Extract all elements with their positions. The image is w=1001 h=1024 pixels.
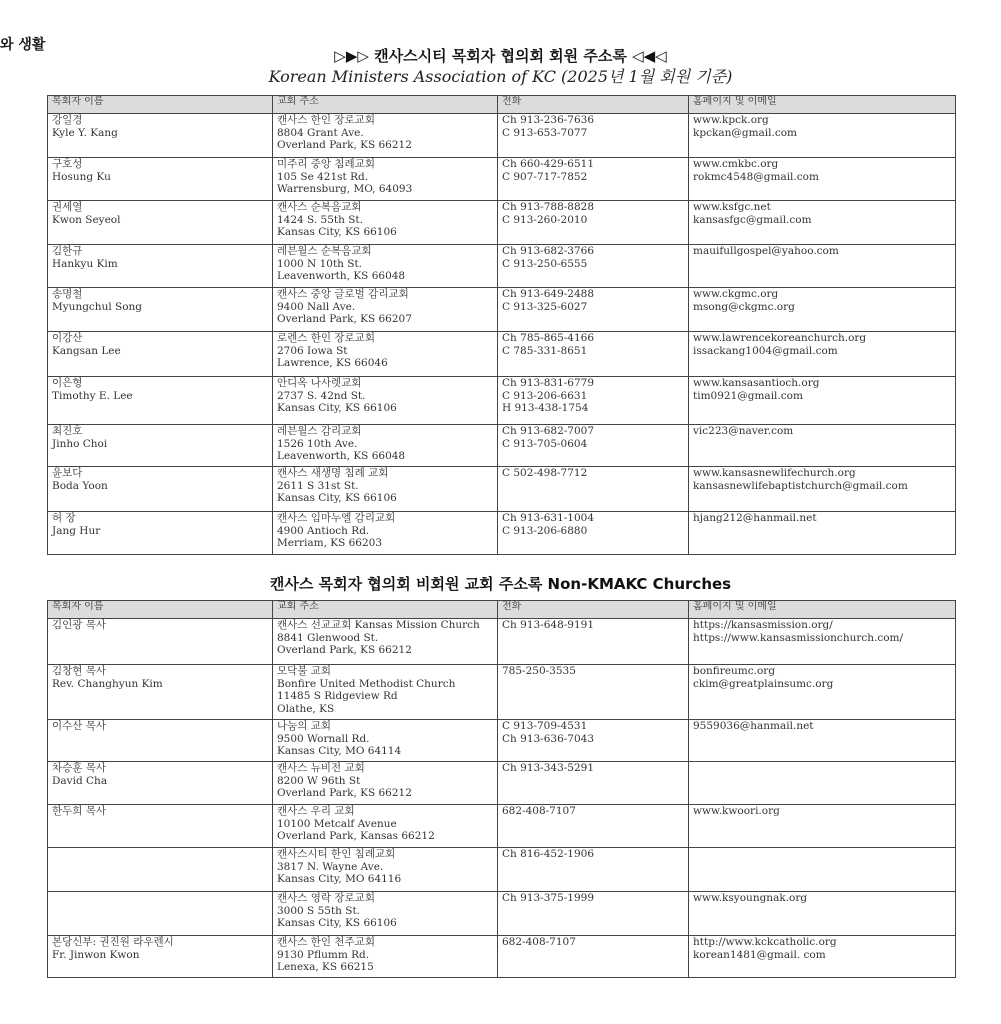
- phone-line: C 785-331-8651: [502, 344, 588, 357]
- pastor-name-line: Timothy E. Lee: [52, 389, 133, 402]
- web-email-cell: [689, 936, 956, 978]
- pastor-name-line: Hankyu Kim: [52, 257, 118, 270]
- table-row: [48, 720, 956, 762]
- church-address-line: Overland Park, KS 66207: [277, 313, 412, 326]
- church-address-cell: [273, 114, 498, 158]
- header-church-address: 교회 주소: [273, 96, 498, 114]
- church-address-line: 캔사스 한인 장로교회: [277, 114, 375, 126]
- phone-line: Ch 913-631-1004: [502, 512, 595, 524]
- church-address-line: 1526 10th Ave.: [277, 437, 358, 450]
- phone-line: C 913-206-6880: [502, 524, 588, 537]
- pastor-name-cell: [48, 114, 273, 158]
- church-address-line: 캔사스 한인 천주교회: [277, 936, 375, 948]
- phone-line: 682-408-7107: [502, 936, 576, 948]
- table-row: [48, 892, 956, 936]
- phone-line: Ch 913-682-7007: [502, 425, 595, 437]
- phone-cell: [498, 619, 689, 665]
- web-email-line: www.lawrencekoreanchurch.org: [693, 332, 867, 344]
- pastor-name-cell: [48, 158, 273, 201]
- church-address-line: 캔사스시티 한인 침례교회: [277, 848, 396, 860]
- church-address-line: Kansas City, KS 66106: [277, 917, 397, 930]
- church-address-line: 9130 Pflumm Rd.: [277, 948, 370, 961]
- pastor-name-cell: [48, 425, 273, 467]
- phone-cell: [498, 377, 689, 425]
- phone-cell: [498, 245, 689, 288]
- pastor-name-line: 구호성: [52, 158, 83, 170]
- web-email-line: bonfireumc.org: [693, 665, 776, 677]
- phone-line: C 913-206-6631: [502, 389, 588, 402]
- church-address-line: Overland Park, KS 66212: [277, 787, 412, 800]
- member-directory-subtitle: Korean Ministers Association of KC (2025년 1월 회원 기준): [268, 67, 733, 86]
- church-address-line: 2737 S. 42nd St.: [277, 389, 366, 402]
- pastor-name-line: Kyle Y. Kang: [52, 126, 118, 139]
- pastor-name-line: Kangsan Lee: [52, 344, 121, 357]
- pastor-name-cell: [48, 201, 273, 245]
- web-email-line: msong@ckgmc.org: [693, 300, 795, 313]
- phone-cell: [498, 467, 689, 512]
- church-address-cell: [273, 805, 498, 848]
- web-email-cell: [689, 114, 956, 158]
- web-email-cell: [689, 245, 956, 288]
- church-address-line: 캔사스 임마누엘 감리교회: [277, 512, 396, 524]
- phone-cell: [498, 720, 689, 762]
- phone-cell: [498, 158, 689, 201]
- pastor-name-cell: [48, 762, 273, 805]
- pastor-name-line: 김한규: [52, 245, 83, 257]
- church-address-line: Leavenworth, KS 66048: [277, 270, 406, 283]
- phone-line: Ch 913-831-6779: [502, 377, 595, 389]
- web-email-line: www.kansasnewlifechurch.org: [693, 467, 856, 479]
- table-row: [48, 762, 956, 805]
- web-email-line: www.cmkbc.org: [693, 158, 779, 170]
- web-email-cell: [689, 805, 956, 848]
- header-phone: 전화: [498, 601, 689, 619]
- church-address-line: Kansas City, MO 64114: [277, 745, 402, 758]
- phone-cell: [498, 848, 689, 892]
- web-email-line: vic223@naver.com: [693, 425, 794, 437]
- church-address-cell: [273, 245, 498, 288]
- church-address-line: 캔사스 뉴비전 교회: [277, 762, 365, 774]
- church-address-cell: [273, 158, 498, 201]
- table-row: [48, 512, 956, 555]
- table-row: [48, 201, 956, 245]
- web-email-line: rokmc4548@gmail.com: [693, 170, 819, 183]
- pastor-name-line: 최진호: [52, 425, 83, 437]
- web-email-cell: [689, 720, 956, 762]
- table-row: [48, 245, 956, 288]
- church-address-cell: [273, 619, 498, 665]
- header-church-address: 교회 주소: [273, 601, 498, 619]
- web-email-line: issackang1004@gmail.com: [693, 344, 838, 357]
- phone-line: Ch 913-788-8828: [502, 201, 595, 213]
- table-header-row: [48, 601, 956, 619]
- pastor-name-line: Jinho Choi: [52, 437, 108, 450]
- table-row: [48, 467, 956, 512]
- church-address-line: Kansas City, KS 66106: [277, 492, 397, 505]
- church-address-line: 8200 W 96th St: [277, 774, 361, 787]
- phone-line: Ch 913-648-9191: [502, 619, 595, 631]
- phone-line: C 913-653-7077: [502, 126, 588, 139]
- phone-cell: [498, 288, 689, 332]
- church-address-line: 9400 Nall Ave.: [277, 300, 356, 313]
- pastor-name-line: 권세열: [52, 201, 83, 213]
- pastor-name-line: 송명철: [52, 288, 83, 300]
- phone-line: C 913-260-2010: [502, 213, 588, 226]
- pastor-name-cell: [48, 619, 273, 665]
- table-row: [48, 332, 956, 377]
- table-row: [48, 288, 956, 332]
- phone-cell: [498, 512, 689, 555]
- web-email-cell: [689, 892, 956, 936]
- phone-cell: [498, 936, 689, 978]
- phone-line: Ch 913-682-3766: [502, 245, 595, 257]
- non-member-directory-table: [47, 600, 956, 978]
- phone-cell: [498, 201, 689, 245]
- church-address-cell: [273, 201, 498, 245]
- phone-line: C 913-709-4531: [502, 720, 588, 732]
- web-email-line: www.kwoori.org: [693, 805, 780, 817]
- pastor-name-cell: [48, 467, 273, 512]
- web-email-cell: [689, 332, 956, 377]
- web-email-cell: [689, 288, 956, 332]
- web-email-cell: [689, 512, 956, 555]
- church-address-cell: [273, 288, 498, 332]
- church-address-line: 2706 Iowa St: [277, 344, 348, 357]
- pastor-name-line: 차승훈 목사: [52, 762, 107, 774]
- pastor-name-cell: [48, 288, 273, 332]
- phone-line: C 907-717-7852: [502, 170, 588, 183]
- church-address-cell: [273, 332, 498, 377]
- web-email-line: http://www.kckcatholic.org: [693, 936, 837, 948]
- church-address-line: 캔사스 순복음교회: [277, 201, 362, 213]
- web-email-cell: [689, 619, 956, 665]
- church-address-line: Bonfire United Methodist Church: [277, 677, 456, 690]
- church-address-line: Kansas City, KS 66106: [277, 226, 397, 239]
- church-address-cell: [273, 762, 498, 805]
- church-address-line: 캔사스 우리 교회: [277, 805, 355, 817]
- header-phone: 전화: [498, 96, 689, 114]
- pastor-name-cell: [48, 332, 273, 377]
- church-address-line: Overland Park, Kansas 66212: [277, 830, 435, 843]
- pastor-name-line: 이은형: [52, 377, 83, 389]
- pastor-name-line: 이강산: [52, 332, 83, 344]
- table-row: [48, 158, 956, 201]
- web-email-cell: [689, 467, 956, 512]
- phone-cell: [498, 805, 689, 848]
- church-address-line: 나눔의 교회: [277, 720, 332, 732]
- pastor-name-cell: [48, 936, 273, 978]
- church-address-line: 3000 S 55th St.: [277, 904, 361, 917]
- web-email-line: 9559036@hanmail.net: [693, 720, 814, 732]
- web-email-line: kansasnewlifebaptistchurch@gmail.com: [693, 479, 908, 492]
- phone-line: C 913-325-6027: [502, 300, 588, 313]
- web-email-cell: [689, 201, 956, 245]
- pastor-name-line: Kwon Seyeol: [52, 213, 121, 226]
- church-address-line: Overland Park, KS 66212: [277, 139, 412, 152]
- pastor-name-line: Myungchul Song: [52, 300, 143, 313]
- church-address-line: 캔사스 새생명 침례 교회: [277, 467, 389, 479]
- phone-cell: [498, 425, 689, 467]
- church-address-line: 3817 N. Wayne Ave.: [277, 860, 384, 873]
- church-address-line: 안디옥 나사렛교회: [277, 377, 362, 389]
- church-address-cell: [273, 720, 498, 762]
- church-address-line: 4900 Antioch Rd.: [277, 524, 370, 537]
- phone-line: Ch 816-452-1906: [502, 848, 595, 860]
- church-address-cell: [273, 467, 498, 512]
- phone-cell: [498, 332, 689, 377]
- phone-line: H 913-438-1754: [502, 402, 589, 415]
- pastor-name-line: 강일경: [52, 114, 83, 126]
- pastor-name-cell: [48, 512, 273, 555]
- web-email-cell: [689, 762, 956, 805]
- pastor-name-line: Hosung Ku: [52, 170, 111, 183]
- phone-line: Ch 913-343-5291: [502, 762, 595, 774]
- church-address-line: 로렌스 한인 장로교회: [277, 332, 375, 344]
- church-address-line: 모닥불 교회: [277, 665, 332, 677]
- pastor-name-line: 이수산 목사: [52, 720, 107, 732]
- web-email-cell: [689, 848, 956, 892]
- web-email-line: tim0921@gmail.com: [693, 389, 803, 402]
- pastor-name-line: 본당신부: 권진원 라우렌시: [52, 936, 174, 948]
- pastor-name-line: Rev. Changhyun Kim: [52, 677, 163, 690]
- church-address-cell: [273, 512, 498, 555]
- church-address-cell: [273, 892, 498, 936]
- church-address-line: 11485 S Ridgeview Rd: [277, 690, 398, 703]
- pastor-name-cell: [48, 720, 273, 762]
- pastor-name-cell: [48, 848, 273, 892]
- church-address-line: 8804 Grant Ave.: [277, 126, 364, 139]
- table-row: [48, 805, 956, 848]
- pastor-name-cell: [48, 892, 273, 936]
- web-email-cell: [689, 665, 956, 720]
- church-address-line: 105 Se 421st Rd.: [277, 170, 369, 183]
- web-email-line: https://www.kansasmissionchurch.com/: [693, 631, 904, 644]
- web-email-line: https://kansasmission.org/: [693, 619, 833, 631]
- web-email-line: ckim@greatplainsumc.org: [693, 677, 834, 690]
- table-header-row: [48, 96, 956, 114]
- pastor-name-line: David Cha: [52, 774, 108, 787]
- web-email-line: kpckan@gmail.com: [693, 126, 798, 139]
- phone-line: Ch 785-865-4166: [502, 332, 595, 344]
- web-email-line: korean1481@gmail. com: [693, 948, 826, 961]
- table-row: [48, 936, 956, 978]
- pastor-name-line: 윤보다: [52, 467, 83, 479]
- church-address-line: 10100 Metcalf Avenue: [277, 817, 397, 830]
- church-address-line: Olathe, KS: [277, 702, 335, 715]
- pastor-name-cell: [48, 245, 273, 288]
- church-address-cell: [273, 936, 498, 978]
- church-address-cell: [273, 665, 498, 720]
- pastor-name-line: 한두희 목사: [52, 805, 107, 817]
- table-row: [48, 848, 956, 892]
- church-address-line: Kansas City, MO 64116: [277, 873, 402, 886]
- church-address-line: Lawrence, KS 66046: [277, 357, 388, 370]
- church-address-line: 캔사스 중앙 글로벌 감리교회: [277, 288, 409, 300]
- church-address-line: 9500 Wornall Rd.: [277, 732, 370, 745]
- phone-line: C 502-498-7712: [502, 467, 588, 479]
- web-email-line: www.ckgmc.org: [693, 288, 779, 300]
- phone-line: Ch 913-636-7043: [502, 732, 595, 745]
- church-address-line: 미주리 중앙 침례교회: [277, 158, 375, 170]
- table-row: [48, 425, 956, 467]
- phone-cell: [498, 114, 689, 158]
- web-email-line: kansasfgc@gmail.com: [693, 213, 812, 226]
- phone-line: Ch 913-649-2488: [502, 288, 595, 300]
- pastor-name-cell: [48, 805, 273, 848]
- header-pastor-name: 목회자 이름: [48, 601, 273, 619]
- web-email-cell: [689, 158, 956, 201]
- member-directory-title: ▷▶▷ 캔사스시티 목회자 협의회 회원 주소록 ◁◀◁: [334, 47, 667, 65]
- phone-line: 785-250-3535: [502, 665, 576, 677]
- church-address-line: 1000 N 10th St.: [277, 257, 363, 270]
- header-web-email: 홈페이지 및 이메일: [689, 601, 956, 619]
- phone-line: C 913-705-0604: [502, 437, 588, 450]
- church-address-line: Leavenworth, KS 66048: [277, 450, 406, 463]
- phone-cell: [498, 665, 689, 720]
- church-address-cell: [273, 425, 498, 467]
- web-email-line: mauifullgospel@yahoo.com: [693, 245, 839, 257]
- pastor-name-line: 김창현 목사: [52, 665, 107, 677]
- church-address-line: 캔사스 영락 장로교회: [277, 892, 375, 904]
- church-address-line: Overland Park, KS 66212: [277, 644, 412, 657]
- member-directory-table: [47, 95, 956, 555]
- table-row: [48, 114, 956, 158]
- church-address-line: 레븐월스 감리교회: [277, 425, 362, 437]
- web-email-line: www.kansasantioch.org: [693, 377, 820, 389]
- church-address-line: Kansas City, KS 66106: [277, 402, 397, 415]
- pastor-name-line: 허 장: [52, 512, 76, 524]
- phone-line: Ch 913-375-1999: [502, 892, 595, 904]
- phone-cell: [498, 762, 689, 805]
- pastor-name-cell: [48, 377, 273, 425]
- church-address-line: 2611 S 31st St.: [277, 479, 359, 492]
- pastor-name-line: 김인광 목사: [52, 619, 107, 631]
- pastor-name-line: Boda Yoon: [52, 479, 108, 492]
- web-email-line: www.kpck.org: [693, 114, 769, 126]
- pastor-name-line: Fr. Jinwon Kwon: [52, 948, 140, 961]
- church-address-line: Warrensburg, MO, 64093: [277, 183, 413, 196]
- phone-line: Ch 913-236-7636: [502, 114, 595, 126]
- pastor-name-cell: [48, 665, 273, 720]
- phone-line: Ch 660-429-6511: [502, 158, 595, 170]
- table-row: [48, 665, 956, 720]
- page-section-label: 와 생활: [0, 37, 46, 53]
- non-member-directory-title: 캔사스 목회자 협의회 비회원 교회 주소록 Non-KMAKC Churches: [269, 575, 732, 593]
- pastor-name-line: Jang Hur: [52, 524, 101, 537]
- church-address-line: 레븐월스 순복음교회: [277, 245, 372, 257]
- web-email-line: www.ksyoungnak.org: [693, 892, 808, 904]
- header-web-email: 홈페이지 및 이메일: [689, 96, 956, 114]
- web-email-cell: [689, 425, 956, 467]
- church-address-cell: [273, 848, 498, 892]
- church-address-line: 1424 S. 55th St.: [277, 213, 363, 226]
- table-row: [48, 619, 956, 665]
- web-email-line: www.ksfgc.net: [693, 201, 771, 213]
- phone-line: 682-408-7107: [502, 805, 576, 817]
- phone-line: C 913-250-6555: [502, 257, 588, 270]
- web-email-line: hjang212@hanmail.net: [693, 512, 817, 524]
- church-address-line: Lenexa, KS 66215: [277, 961, 374, 974]
- church-address-line: 캔사스 선교교회 Kansas Mission Church: [277, 619, 480, 631]
- header-pastor-name: 목회자 이름: [48, 96, 273, 114]
- church-address-line: 8841 Glenwood St.: [277, 631, 379, 644]
- table-row: [48, 377, 956, 425]
- web-email-cell: [689, 377, 956, 425]
- church-address-line: Merriam, KS 66203: [277, 537, 383, 550]
- phone-cell: [498, 892, 689, 936]
- church-address-cell: [273, 377, 498, 425]
